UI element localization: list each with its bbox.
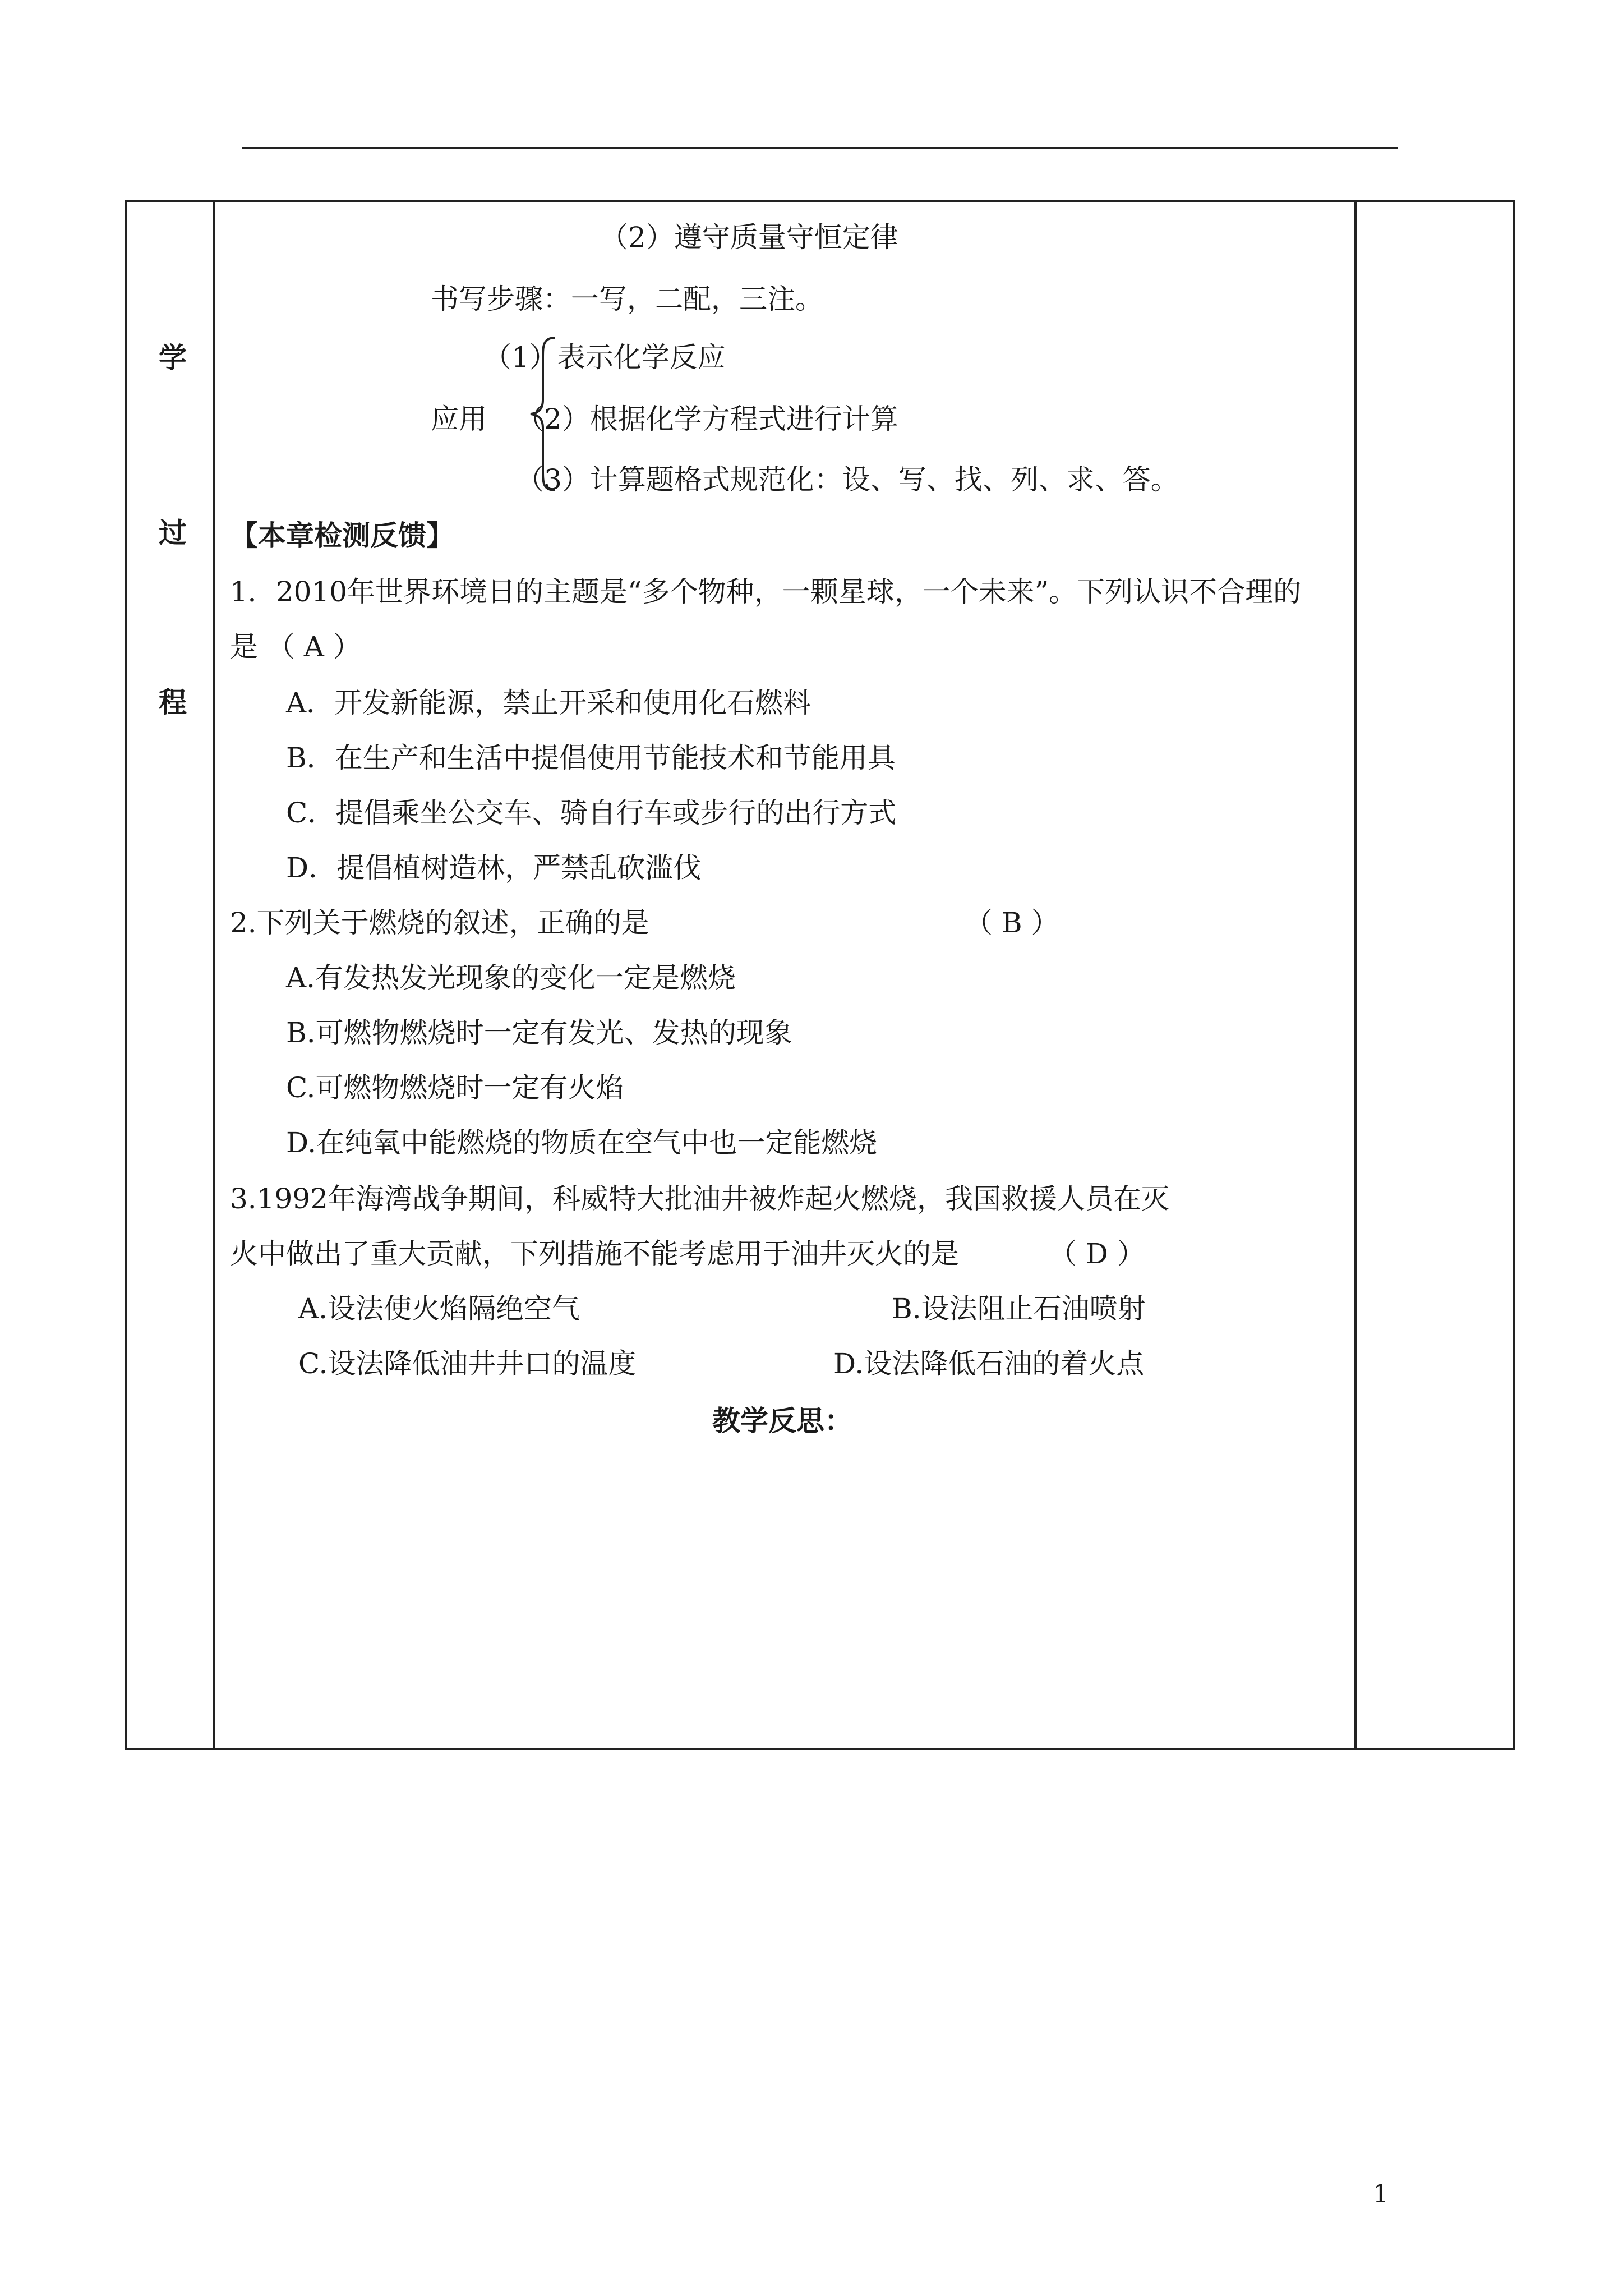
q3-option: C.设法降低油井井口的温度 (298, 1347, 637, 1380)
side-label-char: 程 (159, 685, 187, 719)
header-rule (242, 147, 1398, 149)
brace-icon (526, 335, 560, 493)
apply-label: 应用 (431, 403, 487, 435)
side-label-char: 过 (159, 516, 187, 549)
q3-option: A.设法使火焰隔绝空气 (298, 1292, 580, 1325)
q1-option: A．开发新能源，禁止开采和使用化石燃料 (286, 687, 811, 719)
apply-item-3: （3）计算题格式规范化：设、写、找、列、求、答。 (516, 463, 1179, 496)
q3-stem-line1: 3.1992年海湾战争期间，科威特大批油井被炸起火燃烧，我国救援人员在灭 (230, 1182, 1169, 1215)
side-label-char: 学 (159, 341, 187, 374)
q1-option: D．提倡植树造林，严禁乱砍滥伐 (286, 852, 702, 884)
apply-item-2: （2）根据化学方程式进行计算 (516, 403, 898, 435)
reflection-title: 教学反思： (712, 1404, 852, 1437)
q1-stem-line1: 1．2010年世界环境日的主题是“多个物种，一颗星球，一个未来”。下列认识不合理的 (230, 576, 1302, 608)
summary-steps: 书写步骤：一写，二配，三注。 (431, 283, 823, 315)
q2-stem: 2.下列关于燃烧的叙述，正确的是 (230, 907, 649, 939)
q3-stem-line2: 火中做出了重大贡献，下列措施不能考虑用于油井灭火的是 (230, 1237, 959, 1270)
q2-answer: （ B ） (965, 907, 1059, 939)
q3-option: B.设法阻止石油喷射 (892, 1292, 1146, 1325)
left-column-divider (213, 200, 215, 1750)
q1-option: C．提倡乘坐公交车、骑自行车或步行的出行方式 (286, 797, 897, 829)
q3-option: D.设法降低石油的着火点 (833, 1347, 1145, 1380)
page-number: 1 (1373, 2180, 1389, 2208)
q2-option: C.可燃物燃烧时一定有火焰 (286, 1071, 624, 1104)
q2-option: D.在纯氧中能燃烧的物质在空气中也一定能燃烧 (286, 1126, 878, 1159)
right-column-divider (1354, 200, 1357, 1750)
q2-option: B.可燃物燃烧时一定有发光、发热的现象 (286, 1016, 792, 1049)
q2-option: A.有发热发光现象的变化一定是燃烧 (286, 961, 736, 994)
q1-option: B．在生产和生活中提倡使用节能技术和节能用具 (286, 742, 896, 774)
apply-item-1: （1）表示化学反应 (483, 341, 726, 374)
q3-answer: （ D ） (1049, 1237, 1145, 1270)
summary-rule2: （2）遵守质量守恒定律 (600, 221, 898, 254)
q1-stem-line2: 是 （ A ） (230, 631, 361, 663)
section-title: 【本章检测反馈】 (230, 519, 454, 552)
